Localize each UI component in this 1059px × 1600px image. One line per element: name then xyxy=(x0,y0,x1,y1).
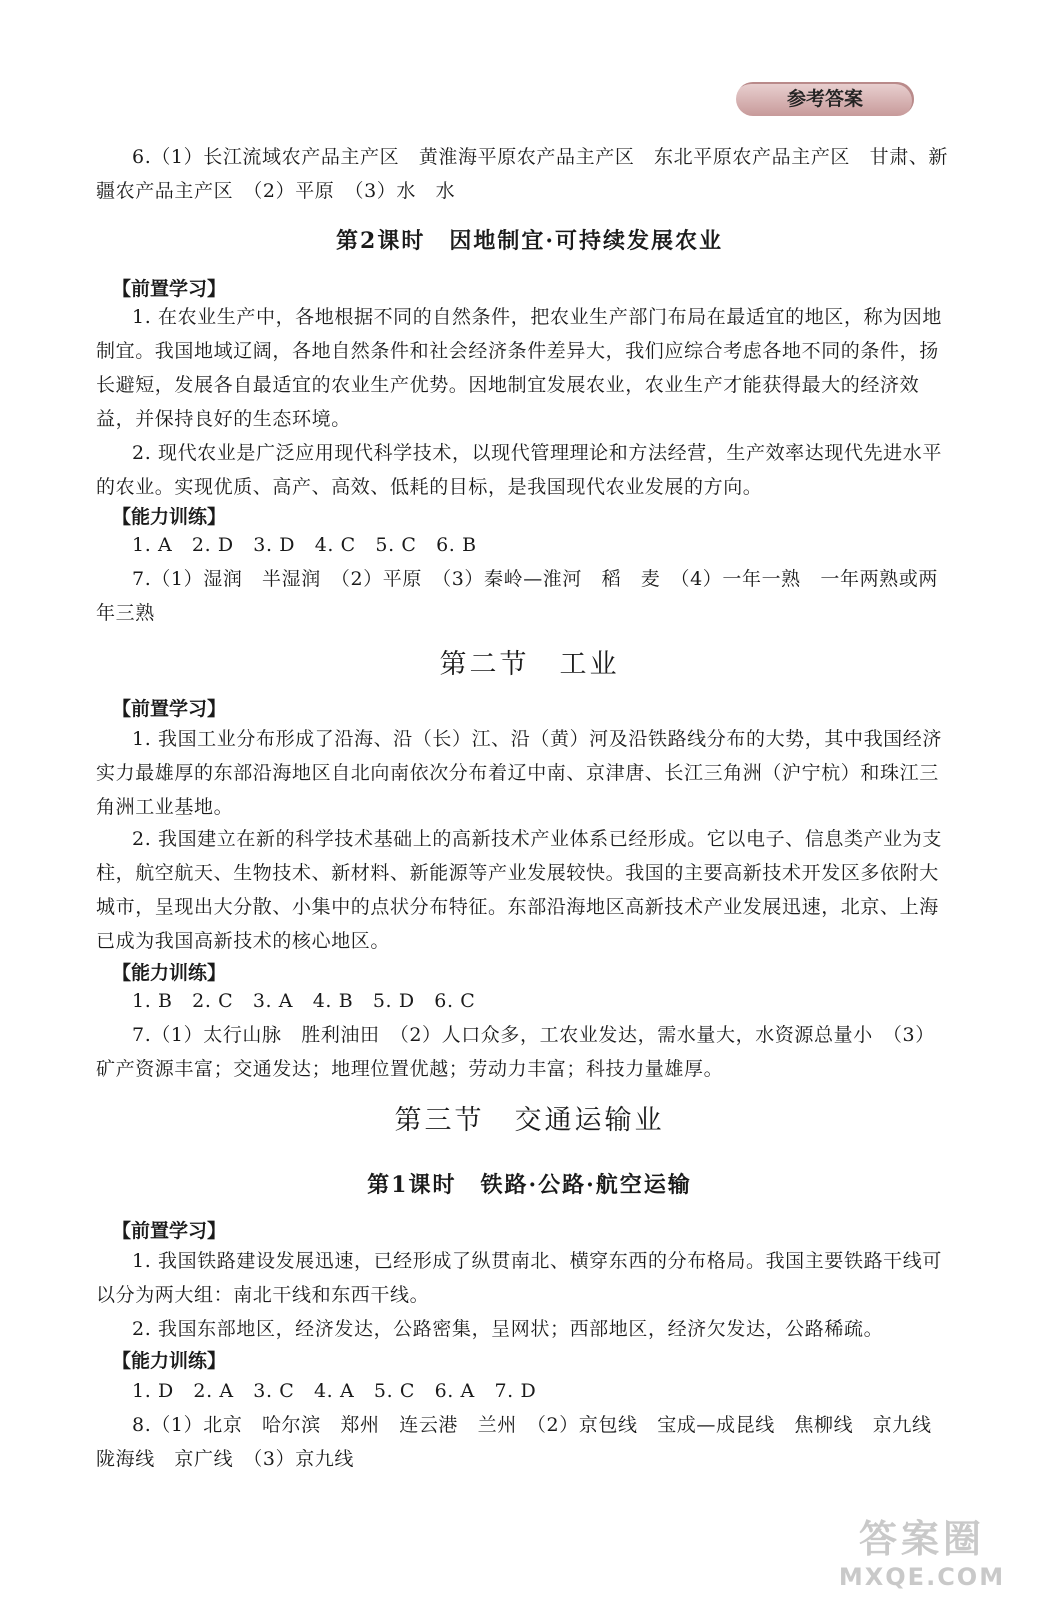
section3-para2: 2. 我国东部地区，经济发达，公路密集，呈网状；西部地区，经济欠发达，公路稀疏。 xyxy=(132,1318,884,1340)
section3-choice-answers: 1. D 2. A 3. C 4. A 5. C 6. A 7. D xyxy=(132,1380,537,1402)
lesson2-title: 第2课时 因地制宜·可持续发展农业 xyxy=(336,228,723,254)
lesson2-q7: 7.（1）湿润 半湿润 （2）平原 （3）秦岭—淮河 稻 麦 （4）一年一熟 一年两熟或两年三熟 xyxy=(96,568,938,624)
section2-q7: 7.（1）太行山脉 胜利油田 （2）人口众多，工农业发达，需水量大，水资源总量小 （3）矿产资源丰富；交通发达；地理位置优越；劳动力丰富；科技力量雄厚。 xyxy=(96,1024,935,1080)
section2-title: 第二节 工业 xyxy=(439,649,620,680)
section3-lesson1-title: 第1课时 铁路·公路·航空运输 xyxy=(367,1172,692,1198)
watermark-logo xyxy=(833,1508,1011,1591)
section2-para2: 2. 我国建立在新的科学技术基础上的高新技术产业体系已经形成。它以电子、信息类产业为支柱，航空航天、生物技术、新材料、新能源等产业发展较快。我国的主要高新技术开发区多依附大城市，呈现出大分散、小集中的点状分布特征。东部沿海地区高新技术产业发展迅速，北京、上海已成为我国高新技术的核心地区。 xyxy=(96,828,942,952)
ability-label: 【能力训练】 xyxy=(112,1350,227,1372)
watermark-text: 答案圈 xyxy=(858,1517,985,1561)
section2-para1: 1. 我国工业分布形成了沿海、沿（长）江、沿（黄）河及沿铁路线分布的大势，其中我国经济实力最雄厚的东部沿海地区自北向南依次分布着辽中南、京津唐、长江三角洲（沪宁杭）和珠江三角洲工业基地。 xyxy=(96,728,942,818)
section2-choice-answers: 1. B 2. C 3. A 4. B 5. D 6. C xyxy=(132,990,476,1012)
watermark-url: MXQE.COM xyxy=(838,1563,1006,1591)
q6-answer: 6.（1）长江流域农产品主产区 黄淮海平原农产品主产区 东北平原农产品主产区 甘肃、新疆农产品主产区 （2）平原 （3）水 水 xyxy=(96,146,949,202)
section3-title: 第三节 交通运输业 xyxy=(394,1105,665,1136)
lesson2-choice-answers: 1. A 2. D 3. D 4. C 5. C 6. B xyxy=(132,534,477,556)
pre-study-label: 【前置学习】 xyxy=(112,698,227,720)
pre-study-label: 【前置学习】 xyxy=(112,1220,227,1242)
answer-key-tag: 参考答案 xyxy=(736,82,914,116)
lesson2-para1: 1. 在农业生产中，各地根据不同的自然条件，把农业生产部门布局在最适宜的地区，称为因地制宜。我国地域辽阔，各地自然条件和社会经济条件差异大，我们应综合考虑各地不同的条件，扬长避短，发展各自最适宜的农业生产优势。因地制宜发展农业，农业生产才能获得最大的经济效益，并保持良好的生态环境。 xyxy=(96,306,942,430)
section3-q8: 8.（1）北京 哈尔滨 郑州 连云港 兰州 （2）京包线 宝成—成昆线 焦柳线 京九线 陇海线 京广线 （3）京九线 xyxy=(96,1414,952,1470)
pre-study-label: 【前置学习】 xyxy=(112,278,227,300)
ability-label: 【能力训练】 xyxy=(112,962,227,984)
ability-label: 【能力训练】 xyxy=(112,506,227,528)
lesson2-para2: 2. 现代农业是广泛应用现代科学技术，以现代管理理论和方法经营，生产效率达现代先进水平的农业。实现优质、高产、高效、低耗的目标，是我国现代农业发展的方向。 xyxy=(96,442,942,498)
section3-para1: 1. 我国铁路建设发展迅速，已经形成了纵贯南北、横穿东西的分布格局。我国主要铁路干线可以分为两大组：南北干线和东西干线。 xyxy=(96,1250,942,1306)
